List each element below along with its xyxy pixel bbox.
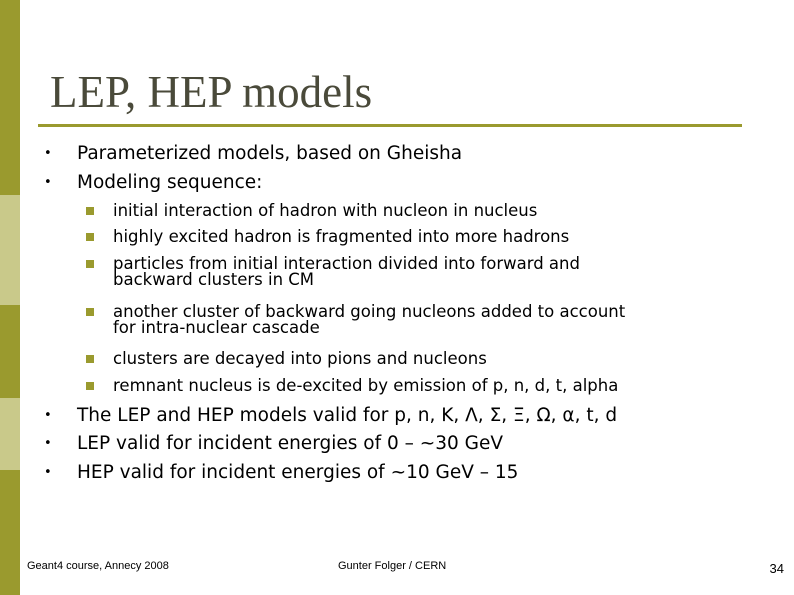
bullet-text: Modeling sequence: bbox=[77, 172, 263, 193]
sub-bullet-continuation: backward clusters in CM bbox=[113, 270, 315, 289]
footer-author: Gunter Folger / CERN bbox=[338, 560, 447, 572]
square-bullet-icon bbox=[86, 382, 94, 390]
bullet-dot-icon: • bbox=[44, 465, 52, 480]
square-bullet-icon bbox=[86, 308, 94, 316]
bullet-text: Parameterized models, based on Gheisha bbox=[77, 143, 463, 164]
square-bullet-icon bbox=[86, 233, 94, 241]
bullet-dot-icon: • bbox=[44, 146, 52, 161]
square-bullet-icon bbox=[86, 260, 94, 268]
sub-bullet-continuation: for intra-nuclear cascade bbox=[113, 318, 320, 337]
page-number: 34 bbox=[769, 561, 784, 576]
sub-bullet-text: another cluster of backward going nucleons added to account bbox=[113, 302, 626, 321]
sub-bullet-text: highly excited hadron is fragmented into more hadrons bbox=[113, 227, 570, 246]
sidebar-light-block bbox=[0, 195, 20, 305]
square-bullet-icon bbox=[86, 355, 94, 363]
sub-bullet-text: clusters are decayed into pions and nucleons bbox=[113, 349, 487, 368]
sub-bullet-text: particles from initial interaction divided into forward and bbox=[113, 254, 580, 273]
title-underline bbox=[38, 124, 742, 127]
sub-bullet-text: remnant nucleus is de-excited by emission of p, n, d, t, alpha bbox=[113, 376, 619, 395]
sidebar-accent-bar bbox=[0, 0, 20, 595]
sub-bullet-text: initial interaction of hadron with nucleon in nucleus bbox=[113, 201, 538, 220]
slide-title: LEP, HEP models bbox=[50, 67, 373, 117]
sidebar-light-block bbox=[0, 398, 20, 470]
bullet-dot-icon: • bbox=[44, 175, 52, 190]
square-bullet-icon bbox=[86, 207, 94, 215]
bullet-text: The LEP and HEP models valid for p, n, Κ, Λ, Σ, Ξ, Ω, α, t, d bbox=[77, 405, 618, 426]
bullet-dot-icon: • bbox=[44, 408, 52, 423]
bullet-dot-icon: • bbox=[44, 436, 52, 451]
bullet-text: LEP valid for incident energies of 0 – ~30 GeV bbox=[77, 433, 504, 454]
bullet-text: HEP valid for incident energies of ~10 GeV – 15 bbox=[77, 462, 519, 483]
footer-course: Geant4 course, Annecy 2008 bbox=[27, 560, 169, 572]
